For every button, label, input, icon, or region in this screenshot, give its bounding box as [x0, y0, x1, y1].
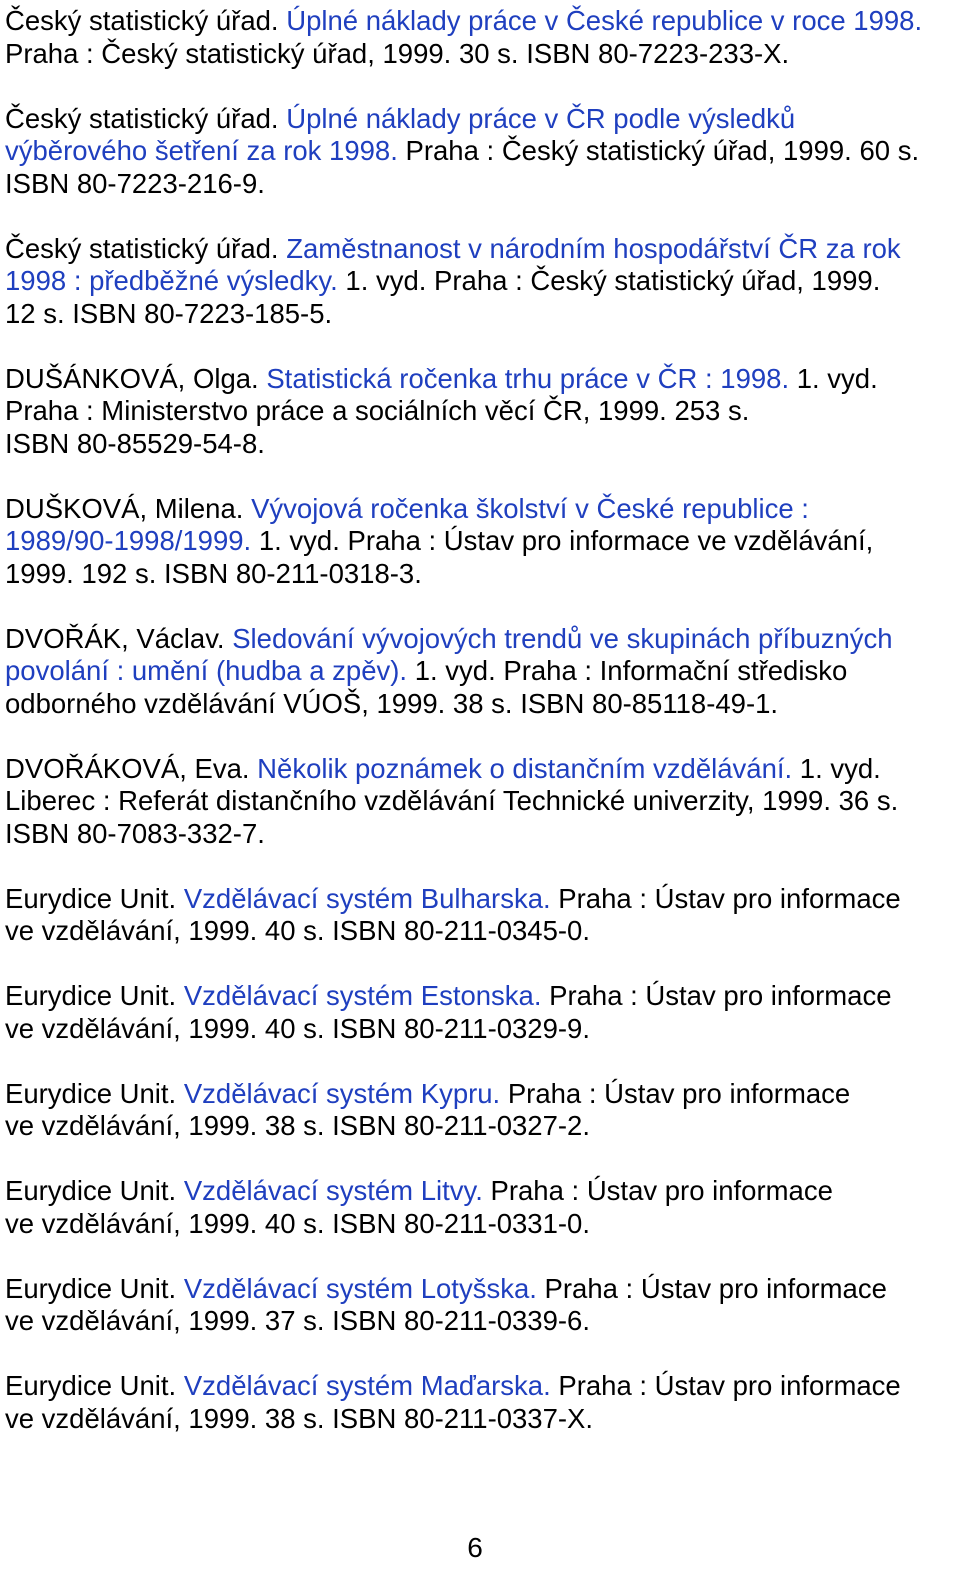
entry-line [5, 363, 945, 396]
entry-line [5, 655, 945, 688]
bibliography-entry [5, 1078, 945, 1143]
entry-title: Vzdělávací systém Maďarska. [183, 1370, 551, 1401]
entry-title: Sledování vývojových trendů ve skupinách příbuzných [232, 622, 893, 654]
entry-line [5, 883, 945, 916]
bibliography-entry [5, 883, 945, 948]
bibliography-list [5, 5, 945, 1435]
entry-text: Praha : Ústav pro informace [550, 1370, 901, 1401]
entry-line [5, 428, 945, 461]
entry-line [5, 525, 945, 558]
bibliography-entry [5, 363, 945, 461]
entry-text: ve vzdělávání, 1999. 38 s. ISBN 80-211-0337-X. [5, 1402, 594, 1434]
entry-text: Eurydice Unit. [5, 1175, 184, 1206]
entry-text: ISBN 80-7083-332-7. [5, 817, 265, 849]
bibliography-entry [5, 103, 945, 201]
entry-line [5, 1403, 945, 1436]
entry-line [5, 1273, 945, 1306]
entry-line [5, 1110, 945, 1143]
entry-text: Eurydice Unit. [5, 980, 184, 1011]
entry-line [5, 818, 945, 851]
entry-title: Zaměstnanost v národním hospodářství ČR za rok [286, 232, 901, 264]
bibliography-entry [5, 493, 945, 591]
bibliography-entry [5, 1273, 945, 1338]
entry-line [5, 915, 945, 948]
entry-text: DVOŘÁKOVÁ, Eva. [5, 752, 258, 784]
entry-title: výběrového šetření za rok 1998. [5, 135, 398, 166]
entry-line [5, 135, 945, 168]
entry-line [5, 753, 945, 786]
entry-line [5, 1370, 945, 1403]
entry-text: Praha : Ministerstvo práce a sociálních věcí ČR, 1999. 253 s. [5, 395, 750, 426]
entry-line [5, 688, 945, 721]
entry-text: Eurydice Unit. [5, 1370, 184, 1401]
entry-text: Liberec : Referát distančního vzdělávání Technické univerzity, 1999. 36 s. [5, 785, 899, 816]
entry-text: DUŠKOVÁ, Milena. [5, 492, 252, 524]
entry-text: 1999. 192 s. ISBN 80-211-0318-3. [5, 557, 422, 589]
entry-text: DUŠÁNKOVÁ, Olga. [5, 362, 267, 394]
entry-title: Vzdělávací systém Litvy. [183, 1175, 483, 1206]
entry-text: ve vzdělávání, 1999. 38 s. ISBN 80-211-0327-2. [5, 1110, 590, 1141]
entry-line [5, 558, 945, 591]
entry-title: 1998 : předběžné výsledky. [5, 265, 338, 296]
entry-text: DVOŘÁK, Václav. [5, 622, 233, 654]
entry-text: Praha : Ústav pro informace [541, 980, 892, 1011]
entry-text: Praha : Ústav pro informace [500, 1077, 851, 1109]
entry-line [5, 395, 945, 428]
entry-line [5, 980, 945, 1013]
entry-line [5, 1208, 945, 1241]
bibliography-entry [5, 623, 945, 721]
entry-text: ve vzdělávání, 1999. 40 s. ISBN 80-211-0345-0. [5, 915, 590, 946]
entry-title: Vzdělávací systém Bulharska. [183, 882, 551, 914]
entry-text: Praha : Český statistický úřad, 1999. 30 s. ISBN 80-7223-233-X. [5, 37, 790, 69]
entry-line [5, 5, 945, 38]
entry-line [5, 1078, 945, 1111]
entry-line [5, 493, 945, 526]
entry-text: Český statistický úřad. [5, 232, 287, 264]
entry-line [5, 1175, 945, 1208]
entry-text: odborného vzdělávání VÚOŠ, 1999. 38 s. ISBN 80-85118-49-1. [5, 687, 779, 719]
entry-text: ISBN 80-7223-216-9. [5, 167, 265, 199]
entry-title: Statistická ročenka trhu práce v ČR : 1998. [266, 362, 790, 394]
entry-text: ve vzdělávání, 1999. 40 s. ISBN 80-211-0331-0. [5, 1207, 590, 1239]
entry-text: Eurydice Unit. [5, 1077, 184, 1109]
entry-text: Eurydice Unit. [5, 882, 184, 914]
bibliography-entry [5, 1175, 945, 1240]
entry-line [5, 168, 945, 201]
entry-line [5, 1013, 945, 1046]
entry-text: 1. vyd. Praha : Ústav pro informace ve vzdělávání, [251, 525, 874, 556]
entry-line [5, 233, 945, 266]
entry-title: Vzdělávací systém Estonska. [183, 980, 542, 1011]
entry-title: Úplné náklady práce v České republice v roce 1998. [286, 5, 923, 36]
entry-title: Vzdělávací systém Kypru. [183, 1077, 501, 1109]
entry-text: Praha : Ústav pro informace [550, 882, 901, 914]
entry-text: Praha : Ústav pro informace [482, 1175, 833, 1206]
entry-line [5, 103, 945, 136]
entry-text: 1. vyd. [792, 752, 881, 784]
entry-line [5, 298, 945, 331]
entry-title: 1989/90-1998/1999. [5, 525, 252, 556]
entry-text: Praha : Ústav pro informace [536, 1272, 887, 1304]
bibliography-entry [5, 5, 945, 70]
entry-text: Praha : Český statistický úřad, 1999. 60 s. [397, 135, 920, 166]
entry-title: Vzdělávací systém Lotyšska. [183, 1272, 537, 1304]
entry-line [5, 623, 945, 656]
entry-title: povolání : umění (hudba a zpěv). [5, 655, 408, 686]
bibliography-entry [5, 753, 945, 851]
entry-text: ve vzdělávání, 1999. 37 s. ISBN 80-211-0339-6. [5, 1305, 590, 1336]
entry-text: 1. vyd. Praha : Informační středisko [407, 655, 848, 686]
bibliography-page [5, 5, 945, 1468]
bibliography-entry [5, 980, 945, 1045]
entry-text: 12 s. ISBN 80-7223-185-5. [5, 297, 333, 329]
entry-text: 1. vyd. [789, 362, 878, 394]
entry-text: 1. vyd. Praha : Český statistický úřad, 1999. [337, 265, 881, 296]
entry-line [5, 265, 945, 298]
entry-text: Eurydice Unit. [5, 1272, 184, 1304]
entry-title: Několik poznámek o distančním vzdělávání. [257, 752, 793, 784]
page-number: 6 [467, 1532, 483, 1563]
entry-line [5, 785, 945, 818]
entry-text: ISBN 80-85529-54-8. [5, 427, 265, 459]
entry-text: ve vzdělávání, 1999. 40 s. ISBN 80-211-0329-9. [5, 1012, 590, 1044]
entry-text: Český statistický úřad. [5, 5, 287, 36]
entry-line [5, 1305, 945, 1338]
entry-title: Vývojová ročenka školství v České republice : [251, 492, 809, 524]
entry-title: Úplné náklady práce v ČR podle výsledků [286, 102, 796, 134]
bibliography-entry [5, 1370, 945, 1435]
entry-line [5, 38, 945, 71]
bibliography-entry [5, 233, 945, 331]
entry-text: Český statistický úřad. [5, 102, 287, 134]
